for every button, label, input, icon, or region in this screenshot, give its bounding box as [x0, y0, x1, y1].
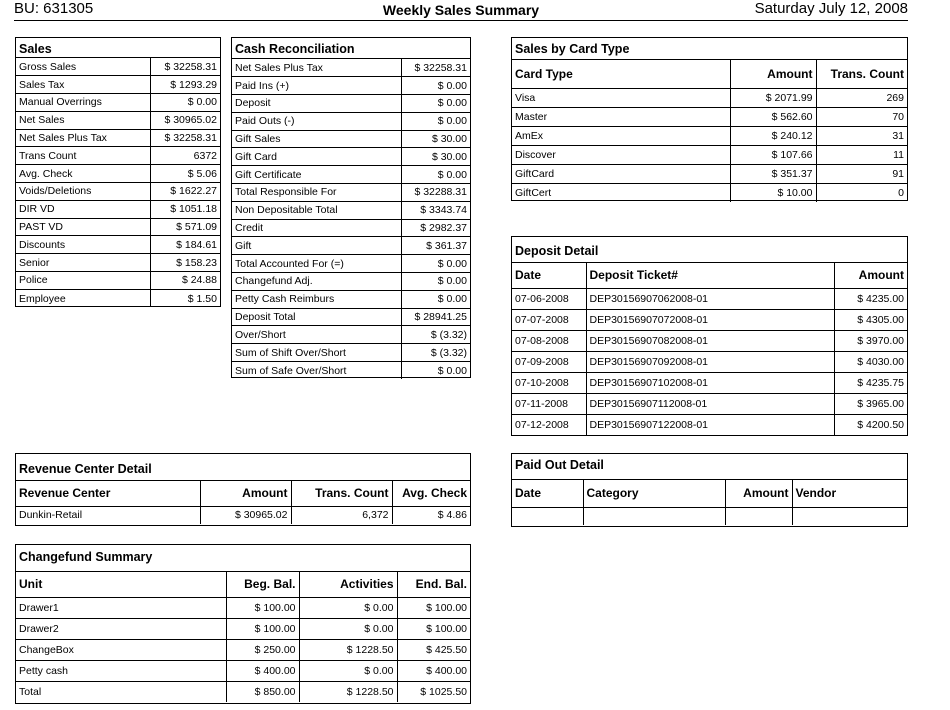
card-cell: $ 351.37 [730, 164, 816, 183]
changefund-panel [15, 544, 471, 704]
cash-row [232, 112, 470, 130]
sales-row-label: Voids/Deletions [16, 183, 150, 201]
revenue-count-col-header: Trans. Count [291, 481, 392, 506]
revenue-cell: Dunkin-Retail [16, 506, 200, 524]
cash-row-label: Over/Short [232, 326, 401, 344]
cash-row [232, 308, 470, 326]
deposit-cell: 07-10-2008 [512, 372, 586, 393]
paid-out-empty-cell [725, 507, 792, 525]
changefund-cell: Petty cash [16, 660, 226, 681]
cash-row-value: $ 30.00 [401, 130, 470, 148]
changefund-cell: $ 1228.50 [299, 639, 397, 660]
card-cell: $ 2071.99 [730, 88, 816, 107]
sales-row-label: Sales Tax [16, 76, 150, 94]
table-row [512, 351, 907, 372]
cash-row [232, 130, 470, 148]
card-cell: 269 [816, 88, 907, 107]
deposit-cell: DEP30156907082008-01 [586, 330, 834, 351]
table-row [512, 145, 907, 164]
changefund-cell: $ 0.00 [299, 597, 397, 618]
card-type-col-header: Card Type [512, 60, 730, 88]
cash-row [232, 237, 470, 255]
sales-row [16, 165, 220, 183]
sales-row [16, 200, 220, 218]
cash-reconciliation-panel [231, 37, 471, 378]
cash-row [232, 95, 470, 113]
cash-row-label: Paid Outs (-) [232, 112, 401, 130]
cash-row-label: Sum of Safe Over/Short [235, 364, 347, 377]
sales-panel [15, 37, 221, 307]
table-row [16, 618, 470, 639]
sales-row-value: $ 32258.31 [150, 129, 220, 147]
table-row [512, 393, 907, 414]
deposit-cell: 07-11-2008 [512, 393, 586, 414]
cash-row-value: $ 361.37 [401, 237, 470, 255]
changefund-cell: $ 100.00 [226, 597, 299, 618]
deposit-detail-panel [511, 236, 908, 436]
table-row [512, 288, 907, 309]
sales-row-label: Trans Count [16, 147, 150, 165]
table-row [512, 107, 907, 126]
sales-row-value: 6372 [150, 147, 220, 165]
card-cell: Visa [512, 88, 730, 107]
sales-row-label: Avg. Check [16, 165, 150, 183]
changefund-cell: $ 0.00 [299, 660, 397, 681]
table-row [512, 507, 907, 525]
changefund-cell: $ 100.00 [226, 618, 299, 639]
revenue-cell: $ 30965.02 [200, 506, 291, 524]
cash-row-value: $ 0.00 [401, 273, 470, 291]
sales-row-label: Gross Sales [16, 58, 150, 76]
table-row [16, 681, 470, 702]
cash-row-label: Non Depositable Total [232, 201, 401, 219]
sales-row-value: $ 1.50 [150, 289, 220, 307]
deposit-cell: $ 3970.00 [834, 330, 907, 351]
card-cell: 11 [816, 145, 907, 164]
changefund-unit-col-header: Unit [16, 572, 226, 597]
sales-row-value: $ 158.23 [150, 254, 220, 272]
card-cell: 31 [816, 126, 907, 145]
sales-row [16, 129, 220, 147]
cash-row-label: Net Sales Plus Tax [232, 59, 401, 77]
sales-row [16, 111, 220, 129]
paid-out-category-col-header: Category [583, 480, 725, 507]
deposit-detail-table [512, 263, 907, 435]
card-cell: $ 562.60 [730, 107, 816, 126]
cash-row-label: Paid Ins (+) [232, 77, 401, 95]
changefund-cell: $ 400.00 [397, 660, 470, 681]
deposit-cell: 07-06-2008 [512, 288, 586, 309]
cash-row-value: $ 28941.25 [401, 308, 470, 326]
deposit-cell: $ 4235.75 [834, 372, 907, 393]
sales-row-value: $ 30965.02 [150, 111, 220, 129]
sales-row [16, 147, 220, 165]
cash-row-value: $ (3.32) [401, 344, 470, 362]
sales-row-label: PAST VD [16, 218, 150, 236]
cash-row [232, 201, 470, 219]
deposit-cell: DEP30156907112008-01 [586, 393, 834, 414]
paid-out-title: Paid Out Detail [512, 454, 907, 480]
paid-out-empty-cell [583, 507, 725, 525]
sales-row-value: $ 1293.29 [150, 76, 220, 94]
card-cell: GiftCard [512, 164, 730, 183]
sales-row-label: DIR VD [16, 200, 150, 218]
cash-row-label: Credit [232, 219, 401, 237]
deposit-cell: $ 3965.00 [834, 393, 907, 414]
sales-row-value: $ 5.06 [150, 165, 220, 183]
deposit-cell: 07-07-2008 [512, 309, 586, 330]
cash-reconciliation-table [232, 59, 470, 379]
deposit-cell: $ 4235.00 [834, 288, 907, 309]
card-type-panel [511, 37, 908, 201]
sales-row [16, 254, 220, 272]
cash-row-value: $ 0.00 [401, 255, 470, 273]
business-unit-label: BU: 631305 [14, 0, 94, 17]
sales-row [16, 272, 220, 290]
cash-row-value: $ 0.00 [401, 290, 470, 308]
cash-row [232, 273, 470, 291]
header-divider [14, 20, 908, 21]
sales-row-label: Net Sales [16, 111, 150, 129]
deposit-ticket-col-header: Deposit Ticket# [586, 263, 834, 288]
cash-row-label: Total Accounted For (=) [232, 255, 401, 273]
sales-row [16, 236, 220, 254]
cash-row [232, 148, 470, 166]
cash-row-value: $ 0.00 [401, 77, 470, 95]
sales-row-value: $ 24.88 [150, 272, 220, 290]
cash-row-value: $ 2982.37 [401, 219, 470, 237]
paid-out-table [512, 480, 907, 525]
card-cell: Discover [512, 145, 730, 164]
deposit-cell: DEP30156907062008-01 [586, 288, 834, 309]
table-row [512, 309, 907, 330]
cash-row-label: Changefund Adj. [232, 273, 401, 291]
changefund-beg-col-header: Beg. Bal. [226, 572, 299, 597]
sales-row [16, 94, 220, 112]
sales-row [16, 218, 220, 236]
paid-out-panel [511, 453, 908, 527]
card-cell: $ 240.12 [730, 126, 816, 145]
card-type-table [512, 60, 907, 202]
cash-row [232, 290, 470, 308]
revenue-center-col-header: Revenue Center [16, 481, 200, 506]
report-date: Saturday July 12, 2008 [754, 0, 908, 17]
sales-row-label: Senior [16, 254, 150, 272]
table-row [512, 164, 907, 183]
cash-row-label: Gift [232, 237, 401, 255]
deposit-cell: DEP30156907102008-01 [586, 372, 834, 393]
deposit-cell: 07-12-2008 [512, 414, 586, 435]
deposit-cell: $ 4305.00 [834, 309, 907, 330]
cash-row-value: $ 0.00 [401, 362, 470, 380]
sales-row-label: Employee [19, 292, 66, 305]
sales-row-value: $ 0.00 [150, 94, 220, 112]
table-row [512, 88, 907, 107]
cash-row-label: Deposit Total [232, 308, 401, 326]
card-cell: 91 [816, 164, 907, 183]
card-amount-col-header: Amount [730, 60, 816, 88]
cash-row-value: $ 0.00 [401, 95, 470, 113]
table-row [16, 597, 470, 618]
cash-row-label: Deposit [232, 95, 401, 113]
cash-row-value: $ 0.00 [401, 166, 470, 184]
sales-row [16, 58, 220, 76]
revenue-center-title: Revenue Center Detail [16, 454, 470, 481]
sales-row-label: Net Sales Plus Tax [16, 129, 150, 147]
deposit-cell: DEP30156907122008-01 [586, 414, 834, 435]
changefund-cell: ChangeBox [16, 639, 226, 660]
changefund-cell: Drawer2 [16, 618, 226, 639]
table-row [16, 639, 470, 660]
paid-out-date-col-header: Date [512, 480, 583, 507]
cash-row-label: Total Responsible For [232, 184, 401, 202]
cash-row-value: $ 32288.31 [401, 184, 470, 202]
deposit-cell: 07-08-2008 [512, 330, 586, 351]
card-cell: 0 [816, 183, 907, 202]
card-cell: Master [512, 107, 730, 126]
sales-row [16, 183, 220, 201]
cash-row [232, 184, 470, 202]
changefund-cell: $ 400.00 [226, 660, 299, 681]
deposit-amount-col-header: Amount [834, 263, 907, 288]
cash-row-value: $ 30.00 [401, 148, 470, 166]
changefund-title: Changefund Summary [16, 545, 470, 572]
table-row [16, 660, 470, 681]
deposit-detail-title: Deposit Detail [512, 237, 907, 263]
deposit-cell: 07-09-2008 [512, 351, 586, 372]
changefund-cell: $ 250.00 [226, 639, 299, 660]
cash-row [232, 59, 470, 77]
sales-title: Sales [16, 38, 220, 58]
card-cell: GiftCert [512, 183, 730, 202]
changefund-cell: $ 0.00 [299, 618, 397, 639]
revenue-amount-col-header: Amount [200, 481, 291, 506]
changefund-cell: $ 1025.50 [397, 681, 470, 702]
sales-row-label: Discounts [16, 236, 150, 254]
changefund-table [16, 572, 470, 702]
cash-row [232, 219, 470, 237]
changefund-end-col-header: End. Bal. [397, 572, 470, 597]
sales-row-value: $ 571.09 [150, 218, 220, 236]
cash-row-label: Gift Sales [232, 130, 401, 148]
card-cell: 70 [816, 107, 907, 126]
card-cell: $ 107.66 [730, 145, 816, 164]
sales-row-label: Police [16, 272, 150, 290]
cash-row-label: Petty Cash Reimburs [232, 290, 401, 308]
card-type-title: Sales by Card Type [512, 38, 907, 60]
changefund-cell: $ 850.00 [226, 681, 299, 702]
cash-row-value: $ (3.32) [401, 326, 470, 344]
changefund-activities-col-header: Activities [299, 572, 397, 597]
paid-out-empty-cell [512, 507, 583, 525]
cash-row [232, 326, 470, 344]
revenue-avg-col-header: Avg. Check [392, 481, 470, 506]
changefund-cell: $ 425.50 [397, 639, 470, 660]
card-count-col-header: Trans. Count [816, 60, 907, 88]
table-row [16, 506, 470, 524]
table-row [512, 414, 907, 435]
table-row [512, 372, 907, 393]
report-title: Weekly Sales Summary [382, 2, 540, 18]
deposit-cell: $ 4030.00 [834, 351, 907, 372]
cash-row [232, 166, 470, 184]
revenue-center-table [16, 481, 470, 524]
sales-row-value: $ 184.61 [150, 236, 220, 254]
changefund-cell: $ 100.00 [397, 618, 470, 639]
revenue-center-panel [15, 453, 471, 526]
sales-row-value: $ 32258.31 [150, 58, 220, 76]
sales-row [16, 76, 220, 94]
card-cell: $ 10.00 [730, 183, 816, 202]
cash-row-label: Gift Card [232, 148, 401, 166]
cash-row-value: $ 0.00 [401, 112, 470, 130]
deposit-cell: $ 4200.50 [834, 414, 907, 435]
cash-row [232, 255, 470, 273]
table-row [512, 330, 907, 351]
cash-row [232, 77, 470, 95]
cash-row-value: $ 32258.31 [401, 59, 470, 77]
deposit-cell: DEP30156907092008-01 [586, 351, 834, 372]
cash-row-label: Sum of Shift Over/Short [232, 344, 401, 362]
paid-out-empty-cell [792, 507, 907, 525]
changefund-cell: $ 1228.50 [299, 681, 397, 702]
cash-row-value: $ 3343.74 [401, 201, 470, 219]
changefund-cell: Total [16, 681, 226, 702]
sales-row-label: Manual Overrings [16, 94, 150, 112]
cash-reconciliation-title: Cash Reconciliation [232, 38, 470, 59]
sales-row-value: $ 1051.18 [150, 200, 220, 218]
sales-row-value: $ 1622.27 [150, 183, 220, 201]
cash-row-label: Gift Certificate [232, 166, 401, 184]
revenue-cell: 6,372 [291, 506, 392, 524]
changefund-cell: $ 100.00 [397, 597, 470, 618]
deposit-cell: DEP30156907072008-01 [586, 309, 834, 330]
paid-out-vendor-col-header: Vendor [792, 480, 907, 507]
card-cell: AmEx [512, 126, 730, 145]
revenue-cell: $ 4.86 [392, 506, 470, 524]
sales-table [16, 58, 220, 307]
deposit-date-col-header: Date [512, 263, 586, 288]
table-row [512, 126, 907, 145]
cash-row [232, 362, 470, 380]
paid-out-amount-col-header: Amount [725, 480, 792, 507]
cash-row [232, 344, 470, 362]
sales-row [16, 289, 220, 307]
changefund-cell: Drawer1 [16, 597, 226, 618]
table-row [512, 183, 907, 202]
